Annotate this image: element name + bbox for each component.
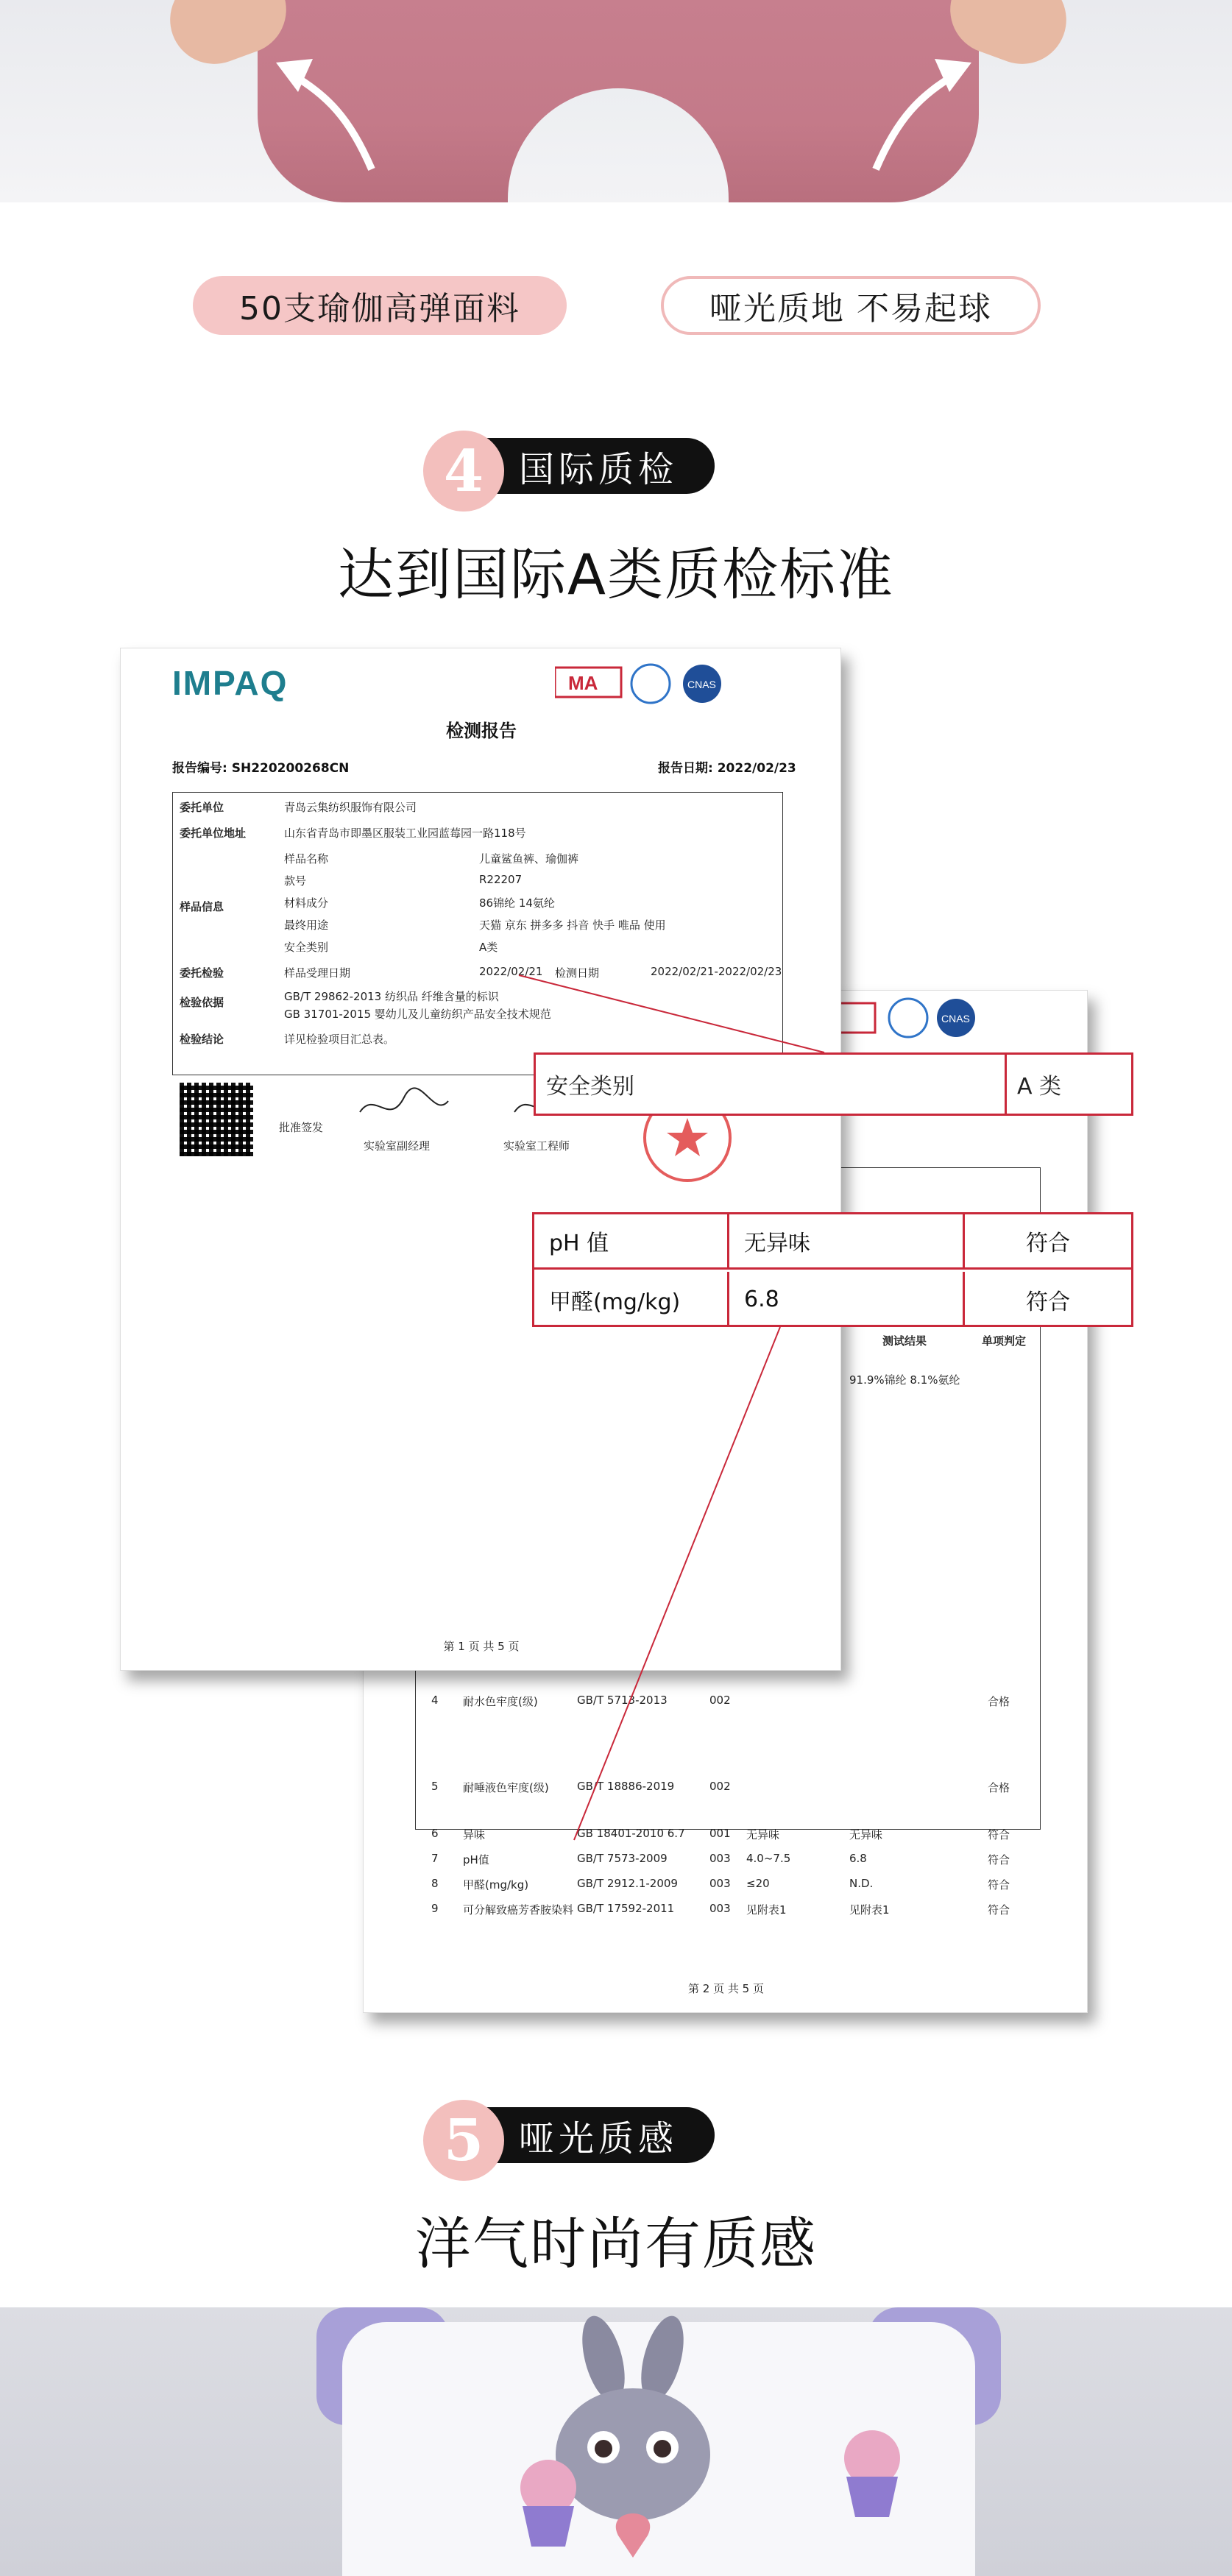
row-item: 甲醛(mg/kg): [463, 1878, 529, 1892]
row-code: 001: [709, 1827, 731, 1840]
callout-safety-category: [534, 1052, 1133, 1116]
row-result: 合格: [988, 1695, 1010, 1708]
callout-safety-label: 安全类别: [536, 1055, 1007, 1114]
row-value: 天猫 京东 拼多多 抖音 快手 唯品 使用: [479, 919, 666, 932]
row-std: GB/T 2912.1-2009: [577, 1877, 678, 1890]
callout-test-label: 甲醛(mg/kg): [534, 1272, 729, 1327]
header-result: 测试结果: [882, 1334, 927, 1348]
row-value: N.D.: [849, 1877, 874, 1890]
callout-test-value: 无异味: [729, 1214, 965, 1267]
callout-test-result: 符合: [1026, 1231, 1070, 1256]
report-2-page-number: 第 2 页 共 5 页: [688, 1982, 764, 1995]
svg-text:CNAS: CNAS: [941, 1013, 970, 1025]
feature-pill-fabric: 50支瑜伽高弹面料: [193, 276, 567, 335]
svg-text:MA: MA: [568, 672, 598, 694]
section-5-number: 5: [423, 2100, 504, 2181]
section-4-heading: 达到国际A类质检标准: [338, 542, 894, 607]
report-number: 报告编号: SH220200268CN: [172, 761, 350, 776]
callout-test-row: [534, 1272, 1131, 1327]
fiber-result: 91.9%锦纶 8.1%氨纶: [849, 1373, 960, 1387]
row-no: 8: [431, 1877, 439, 1890]
row-result: 合格: [988, 1781, 1010, 1794]
row-label: 委托检验: [180, 966, 224, 980]
row-code: 003: [709, 1902, 731, 1915]
row-std: GB 18401-2010 6.7: [577, 1827, 685, 1840]
callout-safety-value: A 类: [1017, 1074, 1062, 1100]
callout-test-value: 6.8: [729, 1272, 965, 1327]
row-item: pH值: [463, 1853, 489, 1866]
row-item: 可分解致癌芳香胺染料: [463, 1903, 574, 1917]
row-result: 符合: [988, 1828, 1010, 1841]
row-label: 检验结论: [180, 1033, 224, 1046]
row-req: 无异味: [746, 1828, 780, 1841]
row-label-safety: 安全类别: [284, 941, 329, 954]
report-date: 报告日期: 2022/02/23: [658, 761, 796, 776]
row-no: 4: [431, 1694, 439, 1707]
svg-text:CNAS: CNAS: [687, 679, 716, 690]
row-std: GB/T 7573-2009: [577, 1852, 668, 1865]
row-label: 款号: [284, 874, 307, 888]
row-value: 详见检验项目汇总表。: [284, 1033, 395, 1046]
row-value: GB/T 29862-2013 纺织品 纤维含量的标识: [284, 990, 499, 1003]
row-req: ≤20: [746, 1877, 770, 1890]
row-value: 2022/02/21: [479, 965, 543, 978]
header-judge: 单项判定: [982, 1334, 1027, 1348]
row-value: R22207: [479, 873, 523, 886]
section-4-number: 4: [423, 431, 504, 512]
test-date-value: 2022/02/21-2022/02/23: [651, 965, 782, 978]
row-label: 委托单位地址: [180, 827, 247, 840]
row-value: 山东省青岛市即墨区服装工业园蓝莓园一路118号: [284, 827, 526, 840]
cupcake-print-left-icon: [508, 2455, 589, 2550]
section-4-label: 国际质检: [467, 438, 715, 494]
row-no: 7: [431, 1852, 439, 1865]
row-item: 耐水色牢度(级): [463, 1695, 538, 1708]
row-code: 002: [709, 1780, 731, 1793]
section-label-sample: 样品信息: [180, 900, 224, 913]
row-item: 异味: [463, 1828, 486, 1841]
bottom-product-photo: [0, 2307, 1232, 2576]
sign-role-engineer: 实验室工程师: [503, 1139, 570, 1153]
row-label: 最终用途: [284, 919, 329, 932]
row-code: 003: [709, 1852, 731, 1865]
received-label: 样品受理日期: [284, 966, 351, 980]
row-value-safety: A类: [479, 941, 498, 954]
section-5-heading: 洋气时尚有质感: [415, 2211, 817, 2276]
row-no: 6: [431, 1827, 439, 1840]
row-label: 检验依据: [180, 996, 224, 1009]
row-value: 见附表1: [849, 1903, 890, 1917]
row-no: 9: [431, 1902, 439, 1915]
row-result: 符合: [988, 1878, 1010, 1892]
row-value: GB 31701-2015 婴幼儿及儿童纺织产品安全技术规范: [284, 1008, 551, 1021]
callout-test-label: pH 值: [534, 1214, 729, 1267]
row-result: 符合: [988, 1853, 1010, 1866]
callout-test-row: [534, 1214, 1131, 1270]
row-value: 6.8: [849, 1852, 867, 1865]
test-date-label: 检测日期: [555, 966, 600, 980]
row-label: 样品名称: [284, 852, 329, 866]
sign-role-manager: 实验室副经理: [364, 1139, 431, 1153]
row-std: GB/T 17592-2011: [577, 1902, 675, 1915]
section-5-badge: [423, 2100, 813, 2174]
section-5-label: 哑光质感: [467, 2107, 715, 2163]
sign-role-approve: 批准签发: [279, 1121, 324, 1134]
row-code: 002: [709, 1694, 731, 1707]
row-req: 见附表1: [746, 1903, 787, 1917]
row-std: GB/T 18886-2019: [577, 1780, 675, 1793]
report-1-page-number: 第 1 页 共 5 页: [443, 1640, 520, 1653]
impaq-logo: IMPAQ: [172, 664, 288, 702]
row-result: 符合: [988, 1903, 1010, 1917]
callout-test-result: 符合: [1026, 1289, 1070, 1315]
feature-pill-matte: 哑光质地 不易起球: [661, 276, 1041, 335]
callout-test-results: [532, 1212, 1133, 1327]
row-item: 耐唾液色牢度(级): [463, 1781, 549, 1794]
row-value: 无异味: [849, 1828, 883, 1841]
row-std: GB/T 5713-2013: [577, 1694, 668, 1707]
row-req: 4.0~7.5: [746, 1852, 791, 1865]
row-value: 儿童鲨鱼裤、瑜伽裤: [479, 852, 579, 866]
row-label: 委托单位: [180, 801, 224, 814]
row-code: 003: [709, 1877, 731, 1890]
row-value: 86锦纶 14氨纶: [479, 896, 555, 910]
row-label: 材料成分: [284, 896, 329, 910]
row-no: 5: [431, 1780, 439, 1793]
report-title: 检测报告: [446, 721, 517, 741]
cupcake-print-right-icon: [832, 2425, 913, 2521]
row-value: 青岛云集纺织服饰有限公司: [284, 801, 417, 814]
